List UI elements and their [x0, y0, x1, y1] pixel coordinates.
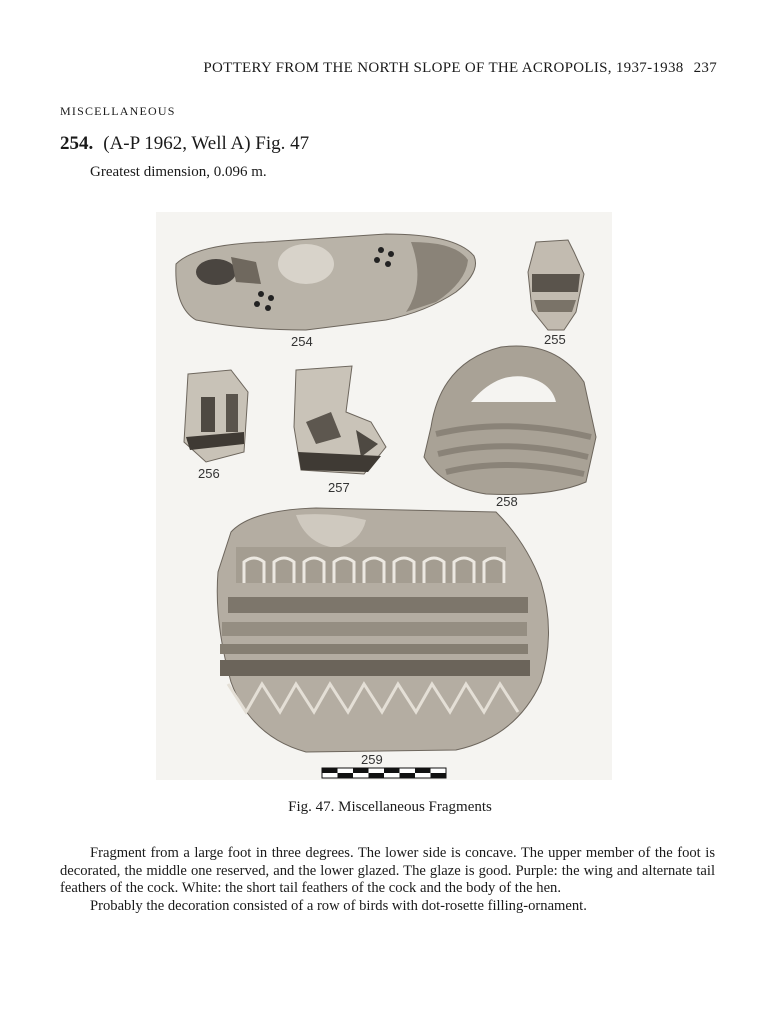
fragment-256	[184, 370, 248, 462]
figure-caption: Fig. 47. Miscellaneous Fragments	[288, 799, 492, 815]
entry-dimension: Greatest dimension, 0.096 m.	[90, 164, 267, 180]
section-label: MISCELLANEOUS	[60, 104, 176, 118]
fig-label-255: 255	[544, 332, 566, 347]
fig-label-257: 257	[328, 480, 350, 495]
fig-label-258: 258	[496, 494, 518, 509]
running-title: POTTERY FROM THE NORTH SLOPE OF THE ACROPOLIS, 1937-1938	[203, 60, 684, 76]
fig-label-259: 259	[361, 752, 383, 767]
fragment-255	[528, 240, 584, 330]
body-text	[60, 845, 715, 915]
body-paragraph: Fragment from a large foot in three degrees. The lower side is concave. The upper member of the foot is decorated, the middle one reserved, and the lower glazed. The glaze is good. Purple: the wing and alternate tail feathers of the cock. White: the short tail feathers of the cock and the body of the hen.	[60, 845, 715, 897]
entry-reference: (A-P 1962, Well A)	[103, 133, 251, 154]
entry-heading	[60, 133, 309, 155]
entry-number: 254.	[60, 133, 94, 154]
scale-bar	[322, 768, 446, 778]
page-number: 237	[693, 60, 717, 76]
fragment-259	[217, 508, 548, 752]
fragment-258	[424, 346, 596, 495]
entry-figure-ref: Fig. 47	[255, 133, 310, 154]
running-head	[0, 60, 717, 77]
fig-label-256: 256	[198, 466, 220, 481]
figure-photo	[156, 212, 612, 780]
fragment-257	[294, 366, 386, 474]
fragment-254	[176, 234, 476, 330]
body-paragraph: Probably the decoration consisted of a row of birds with dot-rosette filling-ornament.	[90, 897, 587, 914]
fig-label-254: 254	[291, 334, 313, 349]
figure-plate	[156, 212, 612, 780]
